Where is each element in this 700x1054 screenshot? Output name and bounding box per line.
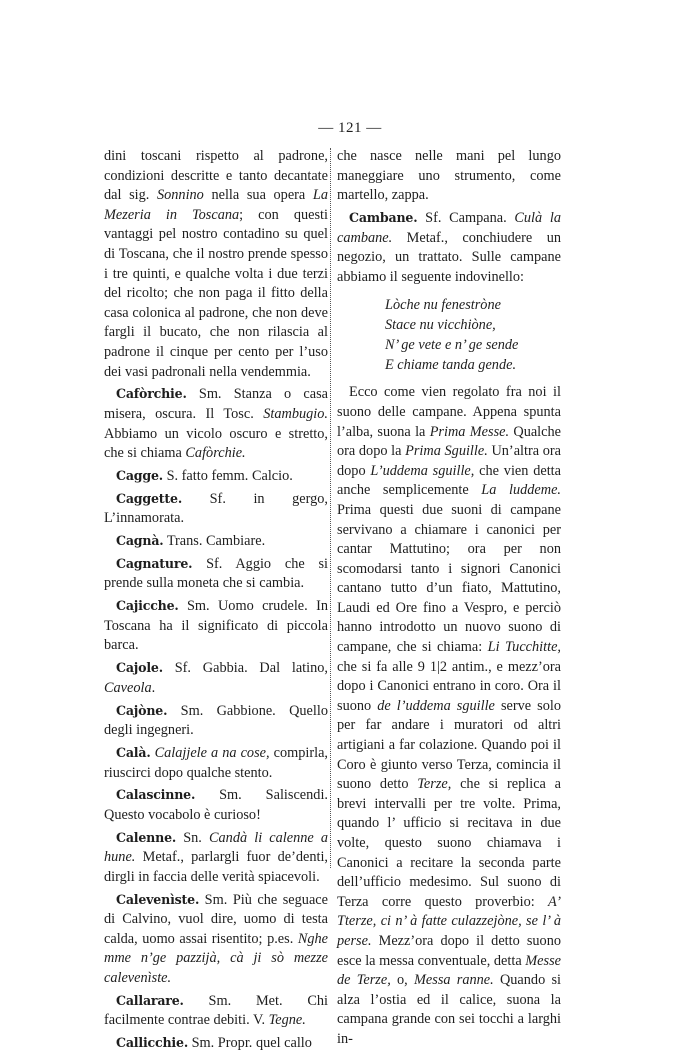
text-run: che si fa alle 9 1|2 antim., e mezz’ora dopo i Canonici entrano in coro. Ora il suono xyxy=(337,658,561,714)
italic-text: Sonnino xyxy=(156,187,204,204)
entry-headword: Cambane. xyxy=(349,209,418,225)
text-run: serve solo per far andare i muratori od altri artigiani a far colazione. Quando poi il Coro è giunto verso Terza, comincia il suono detto xyxy=(337,697,561,793)
italic-text: La Mezeria in Toscana xyxy=(104,187,329,223)
verse-line: Stace nu vicchiòne, xyxy=(385,317,496,334)
dictionary-entry xyxy=(104,743,328,783)
text-run: Sf. Gabbia. Dal latino, xyxy=(162,660,328,677)
text-run: Ecco come vien regolato fra noi il suono delle campane. Appena spunta l’alba, suona la xyxy=(337,384,561,440)
text-run: Sm. Saliscendi. Questo vocabolo è curioso! xyxy=(104,787,328,823)
entry-headword: Calevenìste. xyxy=(116,891,200,907)
dictionary-entry xyxy=(104,384,328,463)
italic-text: Caveola xyxy=(104,679,152,696)
entry-headword: Cagge. xyxy=(116,467,163,483)
italic-text: Messe de Terze, xyxy=(337,952,561,989)
verse-line: N’ ge vete e n’ ge sende xyxy=(385,337,519,354)
text-run: S. fatto femm. Calcio. xyxy=(163,467,293,484)
text-run: Metaf., parlargli fuor de’denti, dirgli in faccia delle verità spiacevoli. xyxy=(104,849,328,885)
dictionary-entry xyxy=(104,466,328,487)
dictionary-entry xyxy=(104,828,328,888)
entry-headword: Cajole. xyxy=(116,660,163,676)
italic-text: Prima Sguille. xyxy=(405,443,488,460)
dictionary-entry xyxy=(104,701,328,741)
italic-text: Culà la cambane. xyxy=(337,209,561,246)
text-run: Sm. Met. Chi facilmente contrae debiti. V. xyxy=(104,992,328,1029)
text-run: Metaf., conchiudere un negozio, un trattato. Sulle campane abbiamo il seguente indovinello: xyxy=(337,229,561,285)
italic-text: Terze, xyxy=(417,776,452,793)
page-number: — 121 — xyxy=(318,120,382,136)
text-run: che vien detta anche semplicemente xyxy=(337,462,562,499)
dictionary-entry xyxy=(104,890,328,989)
text-run: Sn. xyxy=(176,829,209,846)
right-column xyxy=(337,147,561,1050)
text-run: . xyxy=(151,679,156,696)
text-run: dini toscani rispetto al padrone, condizioni descritte e tanto decantate dal sig. xyxy=(104,148,328,204)
entry-headword: Cagnature. xyxy=(116,555,193,571)
dictionary-entry xyxy=(104,658,328,698)
italic-text: Cafòrchie. xyxy=(185,445,246,462)
text-run: Sm. Uomo crudele. In Toscana ha il significato di piccola barca. xyxy=(104,598,328,654)
text-run: Un’altra ora dopo xyxy=(337,443,561,479)
text-run: Sf. Aggio che si prende sulla moneta che si cambia. xyxy=(104,555,328,592)
entry-headword: Caggette. xyxy=(116,490,183,506)
italic-text: L’uddema sguille, xyxy=(370,462,475,479)
text-run: Abbiamo un vicolo oscuro e stretto, che si chiama xyxy=(104,425,328,462)
text-run: Sf. in gergo, L’innamorata. xyxy=(104,490,328,527)
text-run: Sf. Campana. xyxy=(417,209,515,226)
right-continuation: che nasce nelle mani pel lungo maneggiare uno strumento, come martello, zappa. xyxy=(337,148,561,204)
entry-headword: Calenne. xyxy=(116,829,177,845)
entry-headword: Cajicche. xyxy=(116,598,179,614)
italic-text: A’ Tterze, ci n’ à fatte culazzejòne, se l’ à perse. xyxy=(337,893,561,949)
left-intro-paragraph xyxy=(104,147,328,382)
text-run: Trans. Cambiare. xyxy=(163,533,266,550)
dictionary-entry xyxy=(104,991,328,1031)
entry-headword: Callicchie. xyxy=(116,1035,189,1051)
dictionary-entry xyxy=(104,489,328,529)
italic-text: Messa ranne. xyxy=(414,972,494,989)
dictionary-entry xyxy=(104,596,328,656)
text-run: che si replica a brevi intervalli per tre volte. Prima, quando l’ ufficio si recitava in due volte, questo suono chiamava i Canonici a recitare la seconda parte dell’ufficio medesimo. Sul suono di Terza corre questo proverbio: xyxy=(337,776,561,910)
text-run: ; con questi vantaggi pel nostro contadino su quel di Toscana, che il nostro prende spesso i tre quinti, e qualche volta i due terzi del ricolto; che non paga il fitto della casa colonica al padrone, che non deve fargli il bucato, che non rilascia al padrone il cinque per cento per l’uso dei vasi padronali nella vendemmia. xyxy=(104,206,328,380)
entry-headword: Calascinne. xyxy=(116,787,196,803)
italic-text: de l’uddema sguille xyxy=(377,697,495,714)
dictionary-entry xyxy=(104,1033,328,1054)
verse-line: E chiame tanda gende. xyxy=(385,357,517,374)
riddle-verse xyxy=(385,295,561,375)
entry-headword: Cajòne. xyxy=(116,702,168,718)
entry-headword: Callarare. xyxy=(116,992,184,1008)
italic-text: Li Tucchitte, xyxy=(487,639,561,656)
entry-headword: Cagnà. xyxy=(116,533,164,549)
verse-line: Lòche nu fenestròne xyxy=(385,297,501,314)
text-run: compirla, riuscirci dopo qualche stento. xyxy=(104,744,328,781)
text-run: Sm. Gabbione. Quello degli ingegneri. xyxy=(104,702,328,739)
italic-text: Candà li calenne a hune. xyxy=(104,829,329,866)
text-run: Prima questi due suoni di campane servivano a chiamare i canonici per cantar Mattutino; ora per non scomodarsi tanto i signori Canonici cantano tutto d’un fiato, Mattutino, Laudi ed Ore fino a Vespro, e perciò hanno introdotto un nuovo suono di campane, che si chiama: xyxy=(337,501,561,656)
dictionary-entry-cambane xyxy=(337,208,561,287)
text-run: Qualche ora dopo la xyxy=(337,423,561,460)
entry-headword: Cafòrchie. xyxy=(116,386,187,402)
italic-text: Nghe mme n’ge pazzijà, cà ji sò mezze calevenìste. xyxy=(104,930,328,986)
italic-text: Stambugio. xyxy=(263,405,328,422)
text-run: Sm. Più che seguace di Calvino, vuol dire, uomo di testa calda, uomo assai risentito; p.es. xyxy=(104,891,328,947)
bells-paragraph xyxy=(337,383,561,1049)
italic-text: Calajjele a na cose, xyxy=(154,744,270,761)
dictionary-entry xyxy=(104,554,328,594)
italic-text: Tegne. xyxy=(268,1012,306,1029)
text-run: Mezz’ora dopo il detto suono esce la messa conventuale, detta xyxy=(337,932,561,969)
entry-headword: Calà. xyxy=(116,744,151,760)
italic-text: La luddeme. xyxy=(481,482,561,499)
text-run: Quando si alza l’ostia ed il calice, suona la campana grande con sei tocchi a larghi in- xyxy=(337,972,562,1047)
text-run: Sm. Stanza o casa misera, oscura. Il Tosc. xyxy=(104,386,328,422)
dictionary-entry xyxy=(104,785,328,825)
text-run: nella sua opera xyxy=(203,187,313,204)
left-column xyxy=(104,147,328,1054)
left-entries xyxy=(104,384,328,1053)
text-run: o, xyxy=(390,972,414,989)
dictionary-entry xyxy=(104,531,328,552)
italic-text: Prima Messe. xyxy=(429,423,510,440)
column-divider xyxy=(330,148,335,868)
text-run: Sm. Propr. quel callo xyxy=(188,1035,312,1052)
